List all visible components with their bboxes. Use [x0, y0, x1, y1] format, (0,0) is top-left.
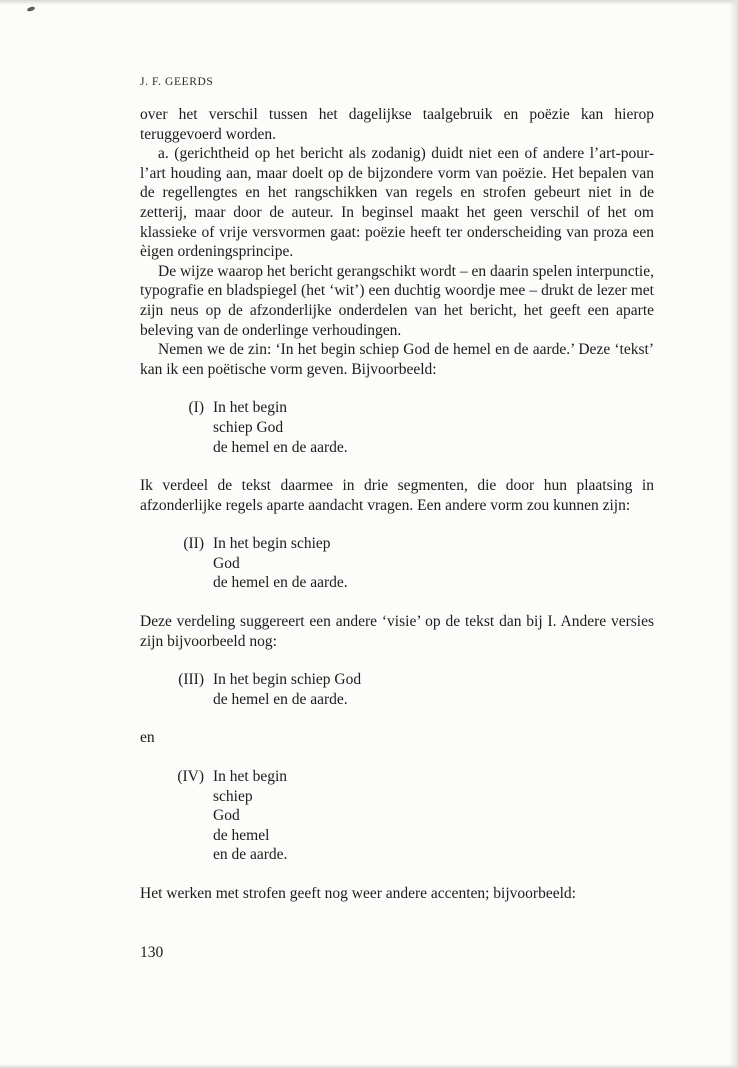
- paragraph-gerichtheid: a. (gerichtheid op het bericht als zodanig) duidt niet een of andere l’art-pour-l’art houding aan, maar doelt op de bijzondere vorm van poëzie. Het bepalen van de regellengtes en het rangschikken van regels en strofen gebeurt niet in de zetterij, maar door de auteur. In beginsel maakt het geen verschil of het om klassieke of vrije versvormen gaat: poëzie heeft ter onderscheiding van proza een èigen ordeningsprincipe.: [140, 145, 654, 261]
- verse-line: In het begin schiep God: [213, 671, 362, 689]
- verse-label-3: (III): [178, 671, 204, 689]
- verse-line: de hemel en de aarde.: [213, 574, 348, 592]
- verse-block-1: [164, 398, 654, 457]
- verse-line: In het begin schiep: [213, 535, 331, 553]
- verse-label-2: (II): [183, 535, 204, 553]
- page-number: 130: [140, 944, 164, 961]
- verse-line: schiep God: [213, 418, 284, 436]
- verse-block-4: [164, 767, 654, 865]
- scan-edge-bottom: [0, 1064, 738, 1068]
- verse-line: en de aarde.: [213, 846, 288, 864]
- paragraph-het-werken: Het werken met strofen geeft nog weer andere accenten; bijvoorbeeld:: [140, 885, 576, 902]
- paragraph-deze-verdeling: Deze verdeling suggereert een andere ‘visie’ op de tekst dan bij I. Andere versies zijn bijvoorbeeld nog:: [140, 613, 654, 650]
- verse-lines-1: [213, 398, 654, 457]
- verse-line: God: [213, 554, 240, 572]
- verse-line: God: [213, 807, 240, 825]
- paragraph-wijze-waarop: De wijze waarop het bericht gerangschikt wordt – en daarin spelen interpunctie, typografie en bladspiegel (het ‘wit’) een duchtig woordje mee – drukt de lezer met zijn neus op de afzonderlijke onderdelen van het bericht, het geeft een aparte beleving van de onderlinge verhoudingen.: [140, 262, 654, 339]
- verse-line: In het begin: [213, 768, 288, 786]
- verse-lines-3: [213, 670, 654, 709]
- paragraph-continuation: over het verschil tussen het dagelijkse taalgebruik en poëzie kan hierop teruggevoerd worden.: [140, 106, 654, 143]
- verse-line: In het begin: [213, 399, 288, 417]
- verse-line: de hemel en de aarde.: [213, 690, 348, 708]
- verse-label-1: (I): [188, 399, 204, 417]
- verse-label-4: (IV): [177, 768, 204, 786]
- verse-line: schiep: [213, 787, 253, 805]
- verse-block-3: [164, 670, 654, 709]
- connector-en: en: [140, 729, 155, 747]
- verse-line: de hemel en de aarde.: [213, 438, 348, 456]
- verse-line: de hemel: [213, 826, 270, 844]
- paragraph-nemen-we-de-zin: Nemen we de zin: ‘In het begin schiep God de hemel en de aarde.’ Deze ‘tekst’ kan ik een poëtische vorm geven. Bijvoorbeeld:: [140, 341, 654, 378]
- verse-lines-2: [213, 534, 654, 593]
- paragraph-ik-verdeel: Ik verdeel de tekst daarmee in drie segmenten, die door hun plaatsing in afzonderlijke regels aparte aandacht vragen. Een andere vorm zou kunnen zijn:: [140, 477, 654, 514]
- running-head-author: J. F. GEERDS: [140, 76, 214, 88]
- verse-block-2: [164, 534, 654, 593]
- verse-lines-4: [213, 767, 654, 865]
